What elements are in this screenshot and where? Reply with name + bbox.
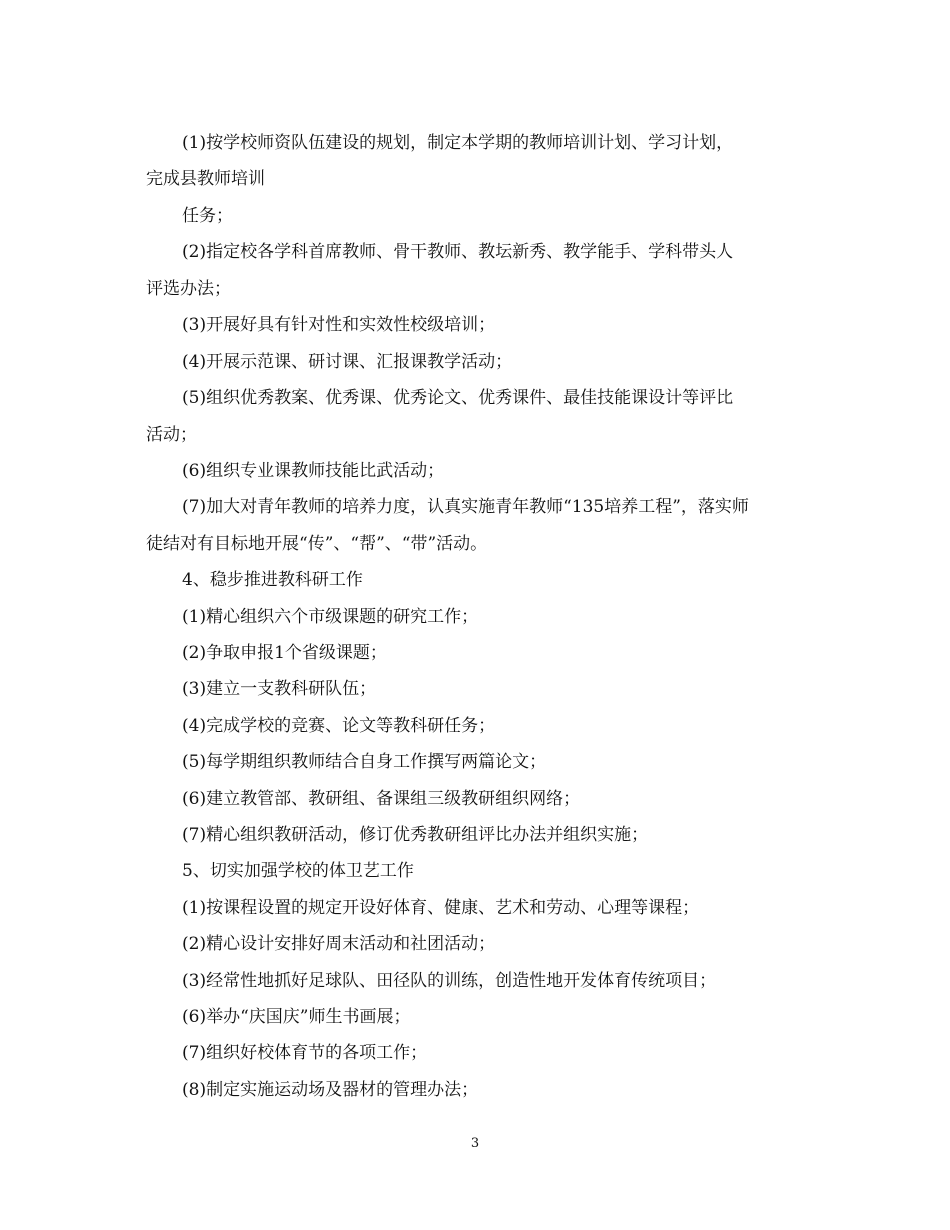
paragraph-line: (8)制定实施运动场及器材的管理办法； [182,1080,479,1100]
paragraph-line: (5)每学期组织教师结合自身工作撰写两篇论文； [182,752,547,772]
paragraph-line: 徒结对有目标地开展“传”、“帮”、“带”活动。 [146,534,488,554]
paragraph-line: (2)精心设计安排好周末活动和社团活动； [182,934,496,954]
paragraph-line: (6)组织专业课教师技能比武活动； [182,461,445,481]
paragraph-line: (5)组织优秀教案、优秀课、优秀论文、优秀课件、最佳技能课设计等评比 [182,388,734,408]
paragraph-line: (6)举办“庆国庆”师生书画展； [182,1007,411,1027]
paragraph-line: (3)经常性地抓好足球队、田径队的训练，创造性地开发体育传统项目； [182,971,717,991]
paragraph-line: (1)精心组织六个市级课题的研究工作； [182,607,479,627]
paragraph-line: (2)争取申报1个省级课题； [182,643,387,663]
paragraph-line: (3)开展好具有针对性和实效性校级培训； [182,315,496,335]
paragraph-line: (3)建立一支教科研队伍； [182,679,377,699]
paragraph-line: 完成县教师培训 [146,169,265,189]
paragraph-line: 任务； [182,206,233,226]
paragraph-line: 评选办法； [146,279,231,299]
paragraph-line: (1)按学校师资队伍建设的规划，制定本学期的教师培训计划、学习计划， [182,133,734,153]
paragraph-line: (1)按课程设置的规定开设好体育、健康、艺术和劳动、心理等课程； [182,898,700,918]
paragraph-line: (7)组织好校体育节的各项工作； [182,1043,428,1063]
paragraph-line: (2)指定校各学科首席教师、骨干教师、教坛新秀、教学能手、学科带头人 [182,242,734,262]
paragraph-line: (7)加大对青年教师的培养力度，认真实施青年教师“135培养工程”，落实师 [182,497,749,517]
paragraph-line: (6)建立教管部、教研组、备课组三级教研组织网络； [182,789,581,809]
paragraph-line: (4)完成学校的竞赛、论文等教科研任务； [182,716,496,736]
paragraph-line: (4)开展示范课、研讨课、汇报课教学活动； [182,352,513,372]
paragraph-line: 活动； [146,425,197,445]
paragraph-line: (7)精心组织教研活动，修订优秀教研组评比办法并组织实施； [182,825,649,845]
section-heading: 4、稳步推进教科研工作 [182,570,363,590]
section-heading: 5、切实加强学校的体卫艺工作 [182,861,414,881]
page-number: 3 [470,1136,480,1151]
